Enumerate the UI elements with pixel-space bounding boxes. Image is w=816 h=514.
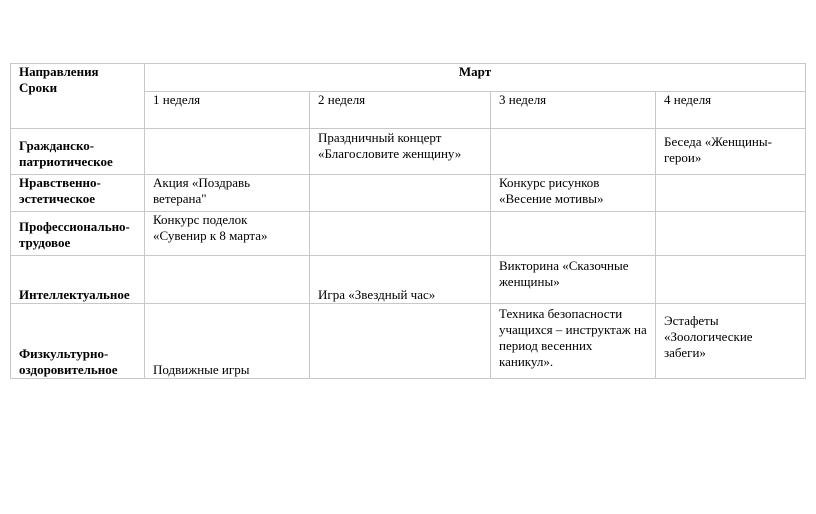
activity-cell-week-1 xyxy=(145,256,310,304)
activity-cell-week-4 xyxy=(656,175,806,212)
header-row-month xyxy=(11,64,806,92)
header-terms-label: Сроки xyxy=(19,80,58,95)
activity-cell-week-3 xyxy=(491,212,656,256)
activity-cell-week-3: Техника безопасности учащихся – инструктаж на период весенних каникул». xyxy=(491,304,656,379)
activity-cell-week-3: Конкурс рисунков «Весение мотивы» xyxy=(491,175,656,212)
activity-cell-week-2 xyxy=(310,175,491,212)
table-row-professional-labor xyxy=(11,212,806,256)
direction-label-line1: Физкультурно- xyxy=(19,346,109,361)
direction-label-line2: патриотическое xyxy=(19,154,113,169)
table-row-physical-health xyxy=(11,304,806,379)
activity-cell-week-1: Подвижные игры xyxy=(145,304,310,379)
activity-cell-week-4 xyxy=(656,212,806,256)
direction-label-line1: Интеллектуальное xyxy=(19,287,130,302)
activity-cell-week-4 xyxy=(656,256,806,304)
table-row-civic-patriotic xyxy=(11,129,806,175)
direction-cell xyxy=(11,256,145,304)
activity-cell-week-3 xyxy=(491,129,656,175)
direction-cell xyxy=(11,304,145,379)
activity-cell-week-2: Праздничный концерт «Благословите женщину» xyxy=(310,129,491,175)
direction-cell xyxy=(11,212,145,256)
table-row-moral-aesthetic xyxy=(11,175,806,212)
header-directions-label: Направления xyxy=(19,64,99,79)
direction-label-line2: оздоровительное xyxy=(19,362,118,377)
activity-cell-week-4: Беседа «Женщины-герои» xyxy=(656,129,806,175)
direction-cell xyxy=(11,175,145,212)
activity-plan-table xyxy=(10,63,806,379)
direction-label-line2: эстетическое xyxy=(19,191,96,206)
direction-label-line1: Нравственно- xyxy=(19,175,101,190)
table-row-intellectual xyxy=(11,256,806,304)
activity-cell-week-1: Конкурс поделок «Сувенир к 8 марта» xyxy=(145,212,310,256)
activity-cell-week-4: Эстафеты «Зоологические забеги» xyxy=(656,304,806,379)
header-week-4: 4 неделя xyxy=(656,92,806,129)
direction-label-line2: трудовое xyxy=(19,235,71,250)
activity-cell-week-2: Игра «Звездный час» xyxy=(310,256,491,304)
activity-cell-week-2 xyxy=(310,304,491,379)
header-month: Март xyxy=(145,64,806,92)
activity-cell-week-2 xyxy=(310,212,491,256)
header-directions-cell xyxy=(11,64,145,129)
direction-cell xyxy=(11,129,145,175)
header-week-1: 1 неделя xyxy=(145,92,310,129)
direction-label-line1: Гражданско- xyxy=(19,138,95,153)
activity-cell-week-1 xyxy=(145,129,310,175)
direction-label-line1: Профессионально- xyxy=(19,219,130,234)
header-week-3: 3 неделя xyxy=(491,92,656,129)
header-week-2: 2 неделя xyxy=(310,92,491,129)
activity-cell-week-1: Акция «Поздравь ветерана" xyxy=(145,175,310,212)
activity-cell-week-3: Викторина «Сказочные женщины» xyxy=(491,256,656,304)
